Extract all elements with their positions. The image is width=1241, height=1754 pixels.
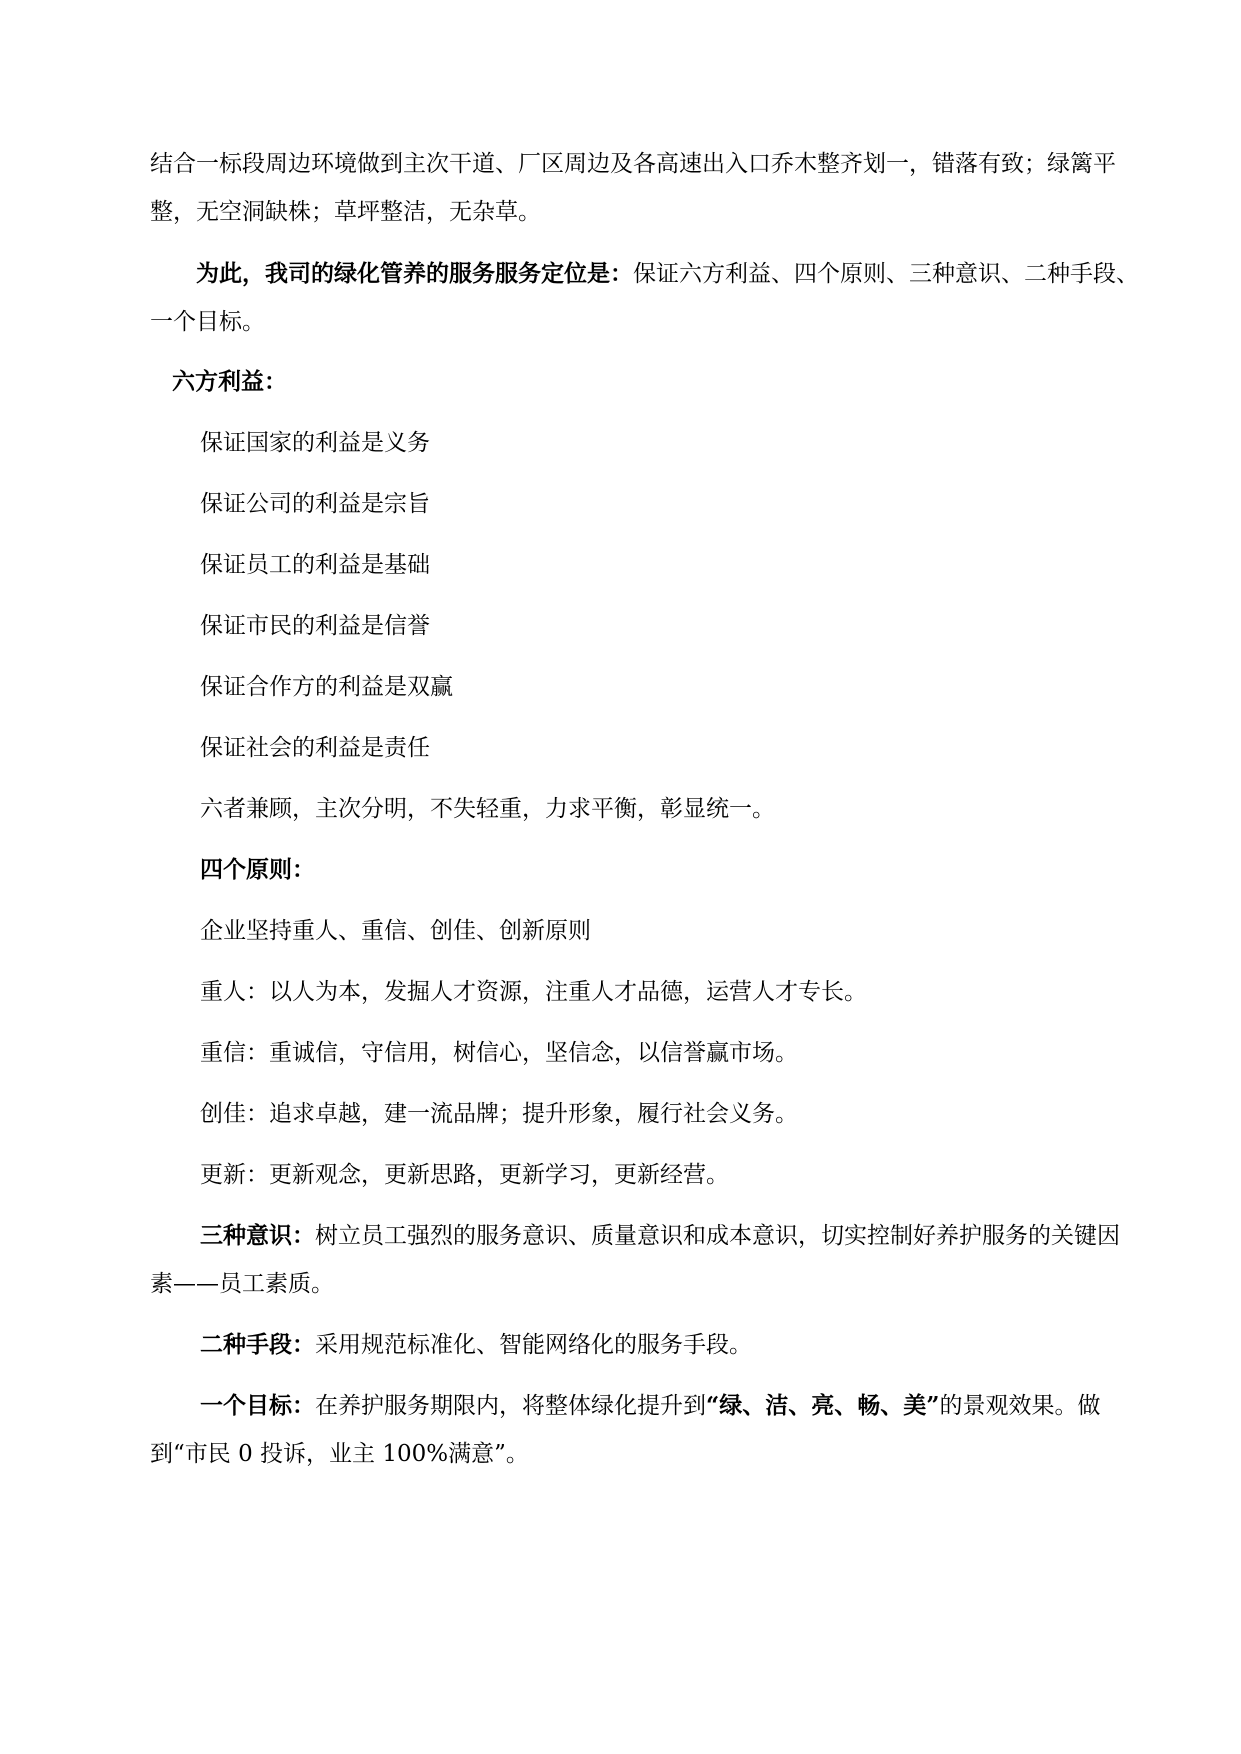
intro-text: 结合一标段周边环境做到主次干道、厂区周边及各高速出入口乔木整齐划一，错落有致；绿篱平整，无空洞缺株；草坪整洁，无杂草。: [150, 151, 1116, 225]
six-interests-item: 保证社会的利益是责任: [200, 735, 430, 761]
intro-paragraph: [150, 140, 1140, 236]
one-goal-paragraph: [150, 1382, 1140, 1478]
positioning-paragraph: [150, 250, 1140, 346]
six-interests-item: 保证市民的利益是信誉: [200, 613, 430, 639]
one-goal-text-after: 的景观效果。做到“市民 0 投诉，业主 100%满意”。: [150, 1393, 1101, 1467]
six-interests-item: 保证国家的利益是义务: [200, 430, 430, 456]
six-interests-heading: 六方利益：: [172, 368, 287, 395]
four-principles-item: 企业坚持重人、重信、创佳、创新原则: [200, 918, 591, 944]
two-means-paragraph: [150, 1321, 1140, 1369]
four-principles-item: 创佳：追求卓越，建一流品牌；提升形象，履行社会义务。: [200, 1101, 798, 1127]
document-body: [150, 140, 1140, 1478]
six-interests-summary: 六者兼顾，主次分明，不失轻重，力求平衡，彰显统一。: [200, 796, 775, 822]
two-means-text: 采用规范标准化、智能网络化的服务手段。: [315, 1332, 752, 1358]
three-awareness-lead: 三种意识：: [200, 1222, 315, 1249]
three-awareness-text: 树立员工强烈的服务意识、质量意识和成本意识，切实控制好养护服务的关键因素——员工素质。: [150, 1223, 1120, 1297]
positioning-text: 保证六方利益、四个原则、三种意识、二种手段、一个目标。: [150, 261, 1139, 335]
four-principles-item: 更新：更新观念，更新思路，更新学习，更新经营。: [200, 1162, 729, 1188]
four-principles-item: 重信：重诚信，守信用，树信心，坚信念，以信誉赢市场。: [200, 1040, 798, 1066]
one-goal-text-before: 在养护服务期限内，将整体绿化提升到: [315, 1393, 706, 1419]
three-awareness-paragraph: [150, 1212, 1140, 1308]
positioning-lead: 为此，我司的绿化管养的服务服务定位是：: [196, 260, 633, 287]
six-interests-item: 保证员工的利益是基础: [200, 552, 430, 578]
one-goal-lead: 一个目标：: [200, 1392, 315, 1419]
six-interests-item: 保证合作方的利益是双赢: [200, 674, 453, 700]
two-means-lead: 二种手段：: [200, 1331, 315, 1358]
four-principles-heading: 四个原则：: [200, 856, 315, 883]
four-principles-item: 重人：以人为本，发掘人才资源，注重人才品德，运营人才专长。: [200, 979, 867, 1005]
one-goal-bold-quote: “绿、洁、亮、畅、美”: [706, 1392, 940, 1419]
six-interests-item: 保证公司的利益是宗旨: [200, 491, 430, 517]
